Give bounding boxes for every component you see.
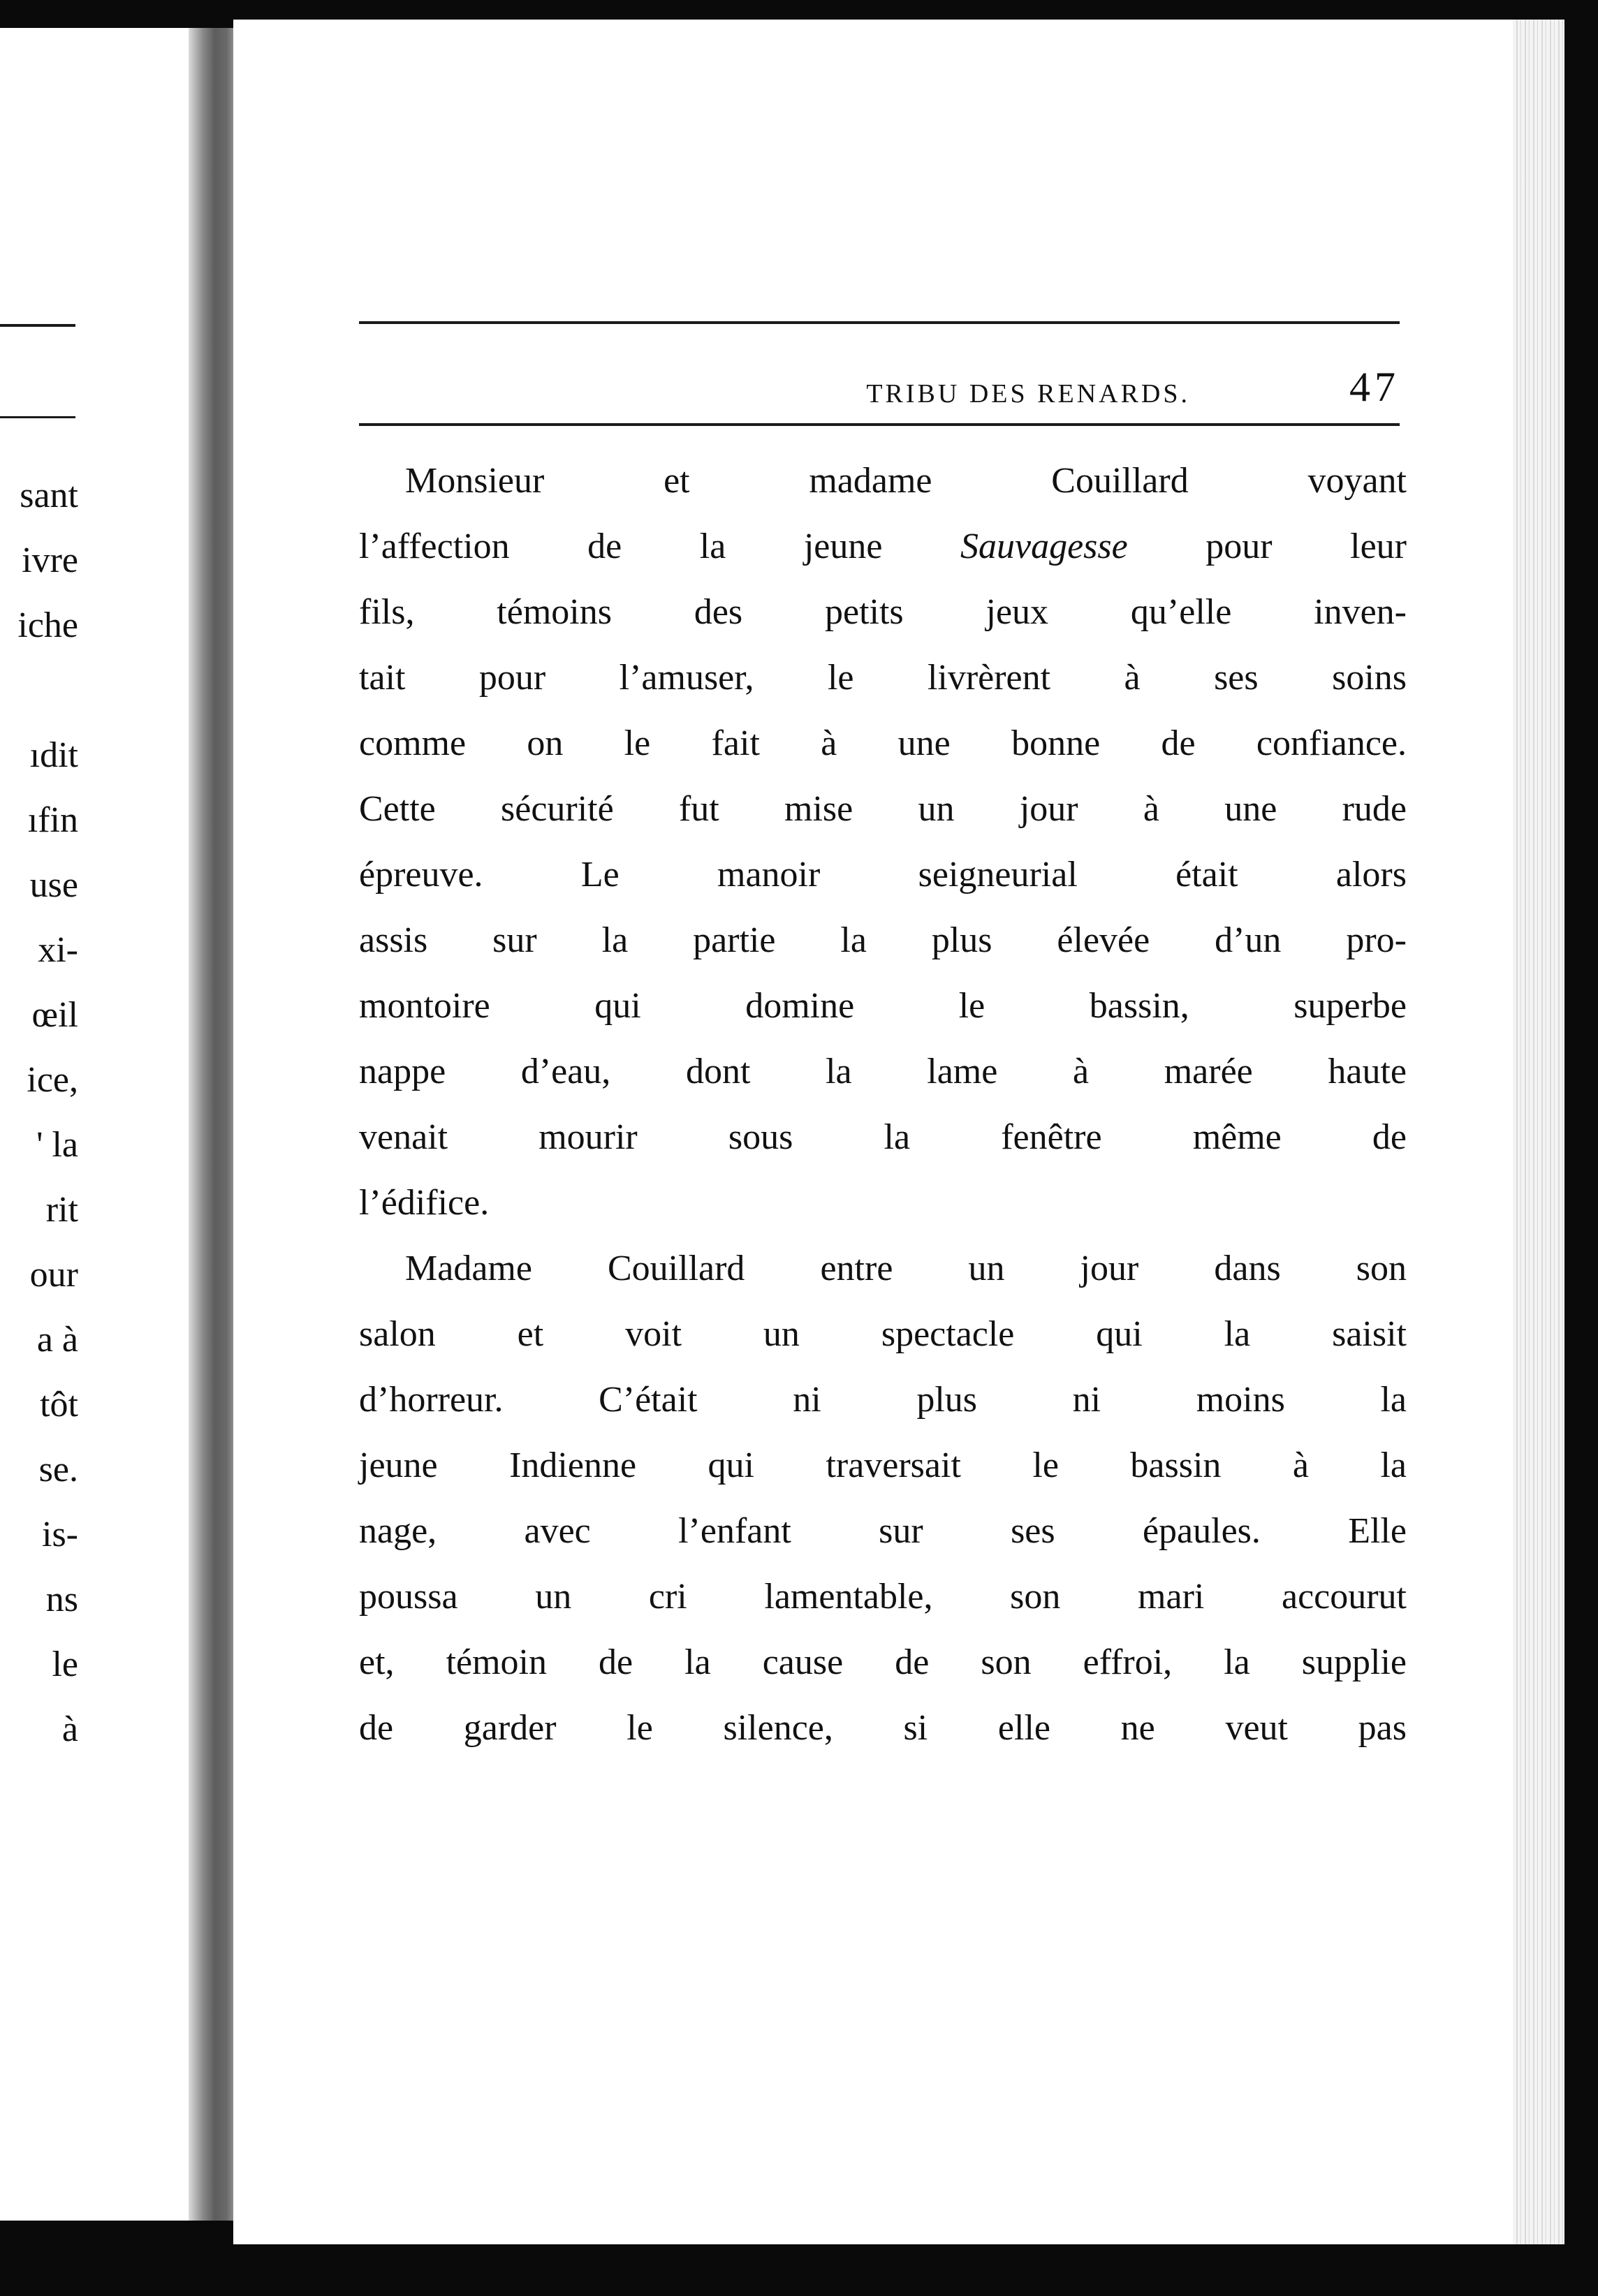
text-line: épreuve. Le manoir seigneurial était alors	[359, 855, 1407, 895]
text-line: montoire qui domine le bassin, superbe	[359, 986, 1407, 1026]
header-bottom-rule	[359, 423, 1400, 426]
previous-page-line: ' la	[36, 1125, 78, 1165]
current-page	[233, 20, 1513, 2244]
previous-page-line: use	[29, 865, 78, 905]
previous-page-line: a à	[36, 1320, 78, 1360]
previous-page-line: xi-	[38, 930, 78, 970]
previous-page-line: œil	[31, 995, 78, 1035]
previous-page-line: ıdit	[29, 735, 78, 775]
text-line: l’affection de la jeune Sauvagesse pour leur	[359, 527, 1407, 566]
previous-page-line: tôt	[40, 1385, 78, 1425]
text-line: Cette sécurité fut mise un jour à une rude	[359, 789, 1407, 829]
text-line: et, témoin de la cause de son effroi, la supplie	[359, 1642, 1407, 1682]
previous-page-line: ıfin	[27, 800, 78, 840]
previous-page-line: our	[29, 1255, 78, 1295]
previous-page	[0, 28, 198, 2221]
page-number: 47	[1349, 364, 1400, 410]
previous-page-line: ns	[45, 1580, 78, 1619]
previous-page-line: le	[52, 1644, 78, 1684]
scan-border	[1564, 0, 1598, 2296]
text-line: de garder le silence, si elle ne veut pas	[359, 1708, 1407, 1748]
previous-page-line: is-	[42, 1515, 78, 1554]
text-line: nappe d’eau, dont la lame à marée haute	[359, 1052, 1407, 1091]
previous-page-line: rit	[45, 1190, 78, 1230]
text-line: poussa un cri lamentable, son mari accourut	[359, 1577, 1407, 1617]
text-line: salon et voit un spectacle qui la saisit	[359, 1314, 1407, 1354]
text-line: Madame Couillard entre un jour dans son	[405, 1249, 1407, 1288]
previous-page-line: sant	[20, 476, 78, 515]
book-gutter	[189, 28, 236, 2221]
previous-page-line: se.	[38, 1450, 78, 1489]
page-stack-edges	[1513, 20, 1564, 2244]
text-line: venait mourir sous la fenêtre même de	[359, 1117, 1407, 1157]
text-line: d’horreur. C’était ni plus ni moins la	[359, 1380, 1407, 1420]
previous-page-bottom-rule	[0, 416, 75, 418]
previous-page-line: ice,	[27, 1060, 78, 1100]
text-line: l’édifice.	[359, 1183, 490, 1223]
text-line: assis sur la partie la plus élevée d’un pro-	[359, 920, 1407, 960]
previous-page-line: ivre	[22, 540, 78, 580]
running-title: TRIBU DES RENARDS.	[866, 379, 1190, 409]
text-line: comme on le fait à une bonne de confiance.	[359, 723, 1407, 763]
text-line: Monsieur et madame Couillard voyant	[405, 461, 1407, 501]
text-line: nage, avec l’enfant sur ses épaules. Elle	[359, 1511, 1407, 1551]
previous-page-top-rule	[0, 324, 75, 327]
text-line: tait pour l’amuser, le livrèrent à ses soins	[359, 658, 1407, 698]
previous-page-line: à	[61, 1709, 78, 1749]
previous-page-line: iche	[17, 605, 78, 645]
header-top-rule	[359, 321, 1400, 324]
running-head	[359, 362, 1400, 411]
page-body	[359, 448, 1407, 1761]
text-line: fils, témoins des petits jeux qu’elle inven-	[359, 592, 1407, 632]
italic-word: Sauvagesse	[960, 527, 1128, 566]
text-line: jeune Indienne qui traversait le bassin à la	[359, 1445, 1407, 1485]
